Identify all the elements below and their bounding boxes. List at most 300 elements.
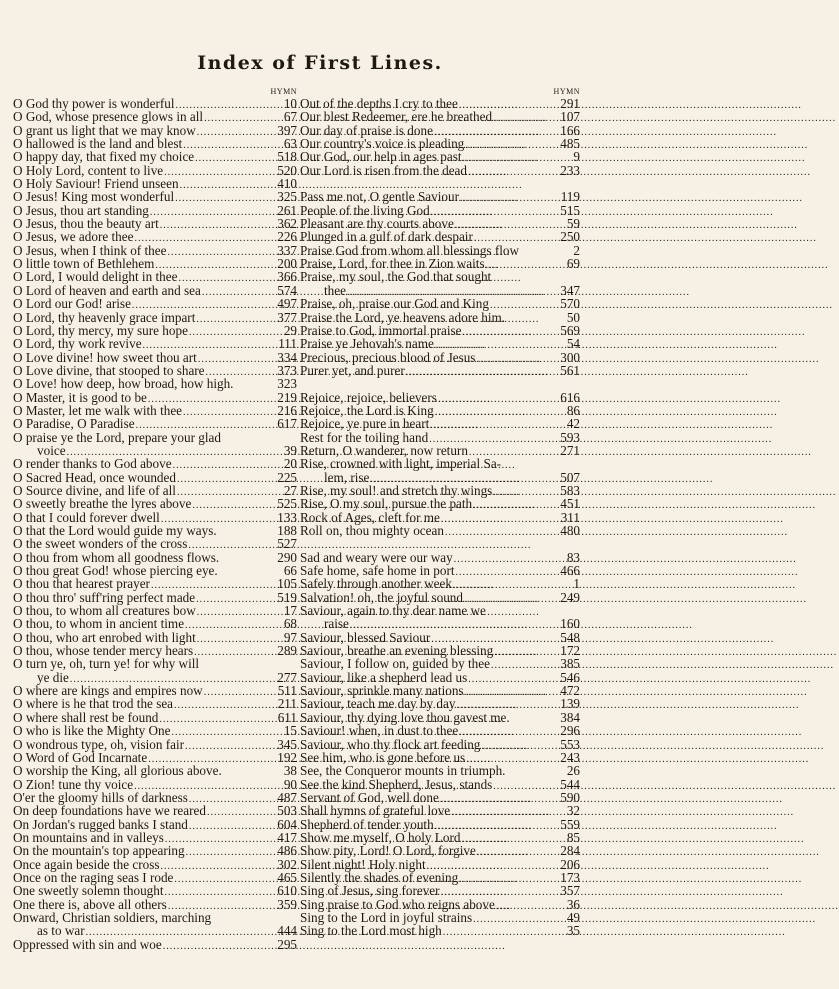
index-entry: [13, 150, 297, 163]
hymn-number: 465: [277, 869, 297, 885]
index-entry: [300, 244, 580, 257]
index-entry: [13, 871, 297, 884]
hymn-number: 54: [566, 336, 580, 352]
hymn-number: 85: [566, 829, 580, 845]
index-entry: [13, 858, 297, 871]
first-line-text: O sweetly breathe the lyres above: [13, 496, 192, 512]
first-line-text: Onward, Christian soldiers, marching: [13, 909, 212, 925]
dot-leader: [163, 938, 272, 953]
index-entry: [13, 818, 297, 831]
hymn-number: 503: [277, 803, 297, 819]
hymn-number: 444: [277, 923, 297, 939]
index-entry: [300, 858, 580, 871]
hymn-number: 200: [277, 256, 297, 272]
index-entry: [13, 551, 297, 564]
hymn-number: 29: [283, 322, 297, 338]
first-line-text: Saviour, teach me day by day: [300, 696, 456, 712]
hymn-number: 486: [277, 843, 297, 859]
first-line-text: O Lord, thy work revive: [13, 336, 142, 352]
hymn-number: 300: [560, 349, 580, 365]
index-entry: [13, 524, 297, 537]
first-line-text: Our blest Redeemer, ere he breathed: [300, 109, 493, 125]
index-entry: [13, 217, 297, 230]
first-line-text: Praise God from whom all blessings flow: [300, 242, 520, 258]
hymn-number: 385: [560, 656, 580, 672]
hymn-number: 2: [573, 242, 580, 258]
dot-leader: [406, 364, 555, 379]
index-entry: [13, 457, 297, 470]
first-line-text: On mountains and in valleys: [13, 829, 164, 845]
index-entry: [300, 764, 580, 777]
first-line-text: Our day of praise is done: [300, 122, 433, 138]
hymn-number: 27: [283, 482, 297, 498]
hymn-number: 271: [560, 442, 580, 458]
hymn-number: 139: [560, 696, 580, 712]
hymn-number: 9: [573, 149, 580, 165]
index-entry: [300, 164, 580, 177]
first-line-text: Sing praise to God who reigns above: [300, 896, 495, 912]
hymn-number: 225: [277, 469, 297, 485]
index-entry: [13, 297, 297, 310]
index-entry: [13, 657, 297, 670]
index-entry: [300, 404, 580, 417]
index-entry: [300, 457, 580, 470]
first-line-text: On Jordan's rugged banks I stand: [13, 816, 188, 832]
hymn-number: 611: [277, 709, 297, 725]
index-entry: [300, 97, 580, 110]
first-line-text: Praise the Lord, ye heavens adore him.: [300, 309, 506, 325]
index-entry: [300, 577, 580, 590]
first-line-text: O Love divine! how sweet thou art: [13, 349, 197, 365]
hymn-number: 410: [277, 176, 297, 192]
first-line-text: O Jesus, thou the beauty art: [13, 216, 159, 232]
index-entry: [300, 671, 580, 684]
hymn-number: 347: [560, 282, 580, 298]
first-line-text: O wondrous type, oh, vision fair: [13, 736, 185, 752]
index-entry: [13, 257, 297, 270]
hymn-number: 69: [566, 256, 580, 272]
hymn-number: 226: [277, 229, 297, 245]
first-line-text: Our country's voice is pleading: [300, 136, 465, 152]
hymn-number: 520: [277, 162, 297, 178]
first-line-text: Pleasant are thy courts above: [300, 216, 454, 232]
index-entry: [13, 631, 297, 644]
hymn-number: 160: [560, 616, 580, 632]
hymn-number: 211: [277, 696, 297, 712]
first-line-text: Rock of Ages, cleft for me: [300, 509, 440, 525]
first-line-text: O grant us light that we may know: [13, 122, 196, 138]
first-line-text: Shepherd of tender youth: [300, 816, 434, 832]
first-line-text: See, the Conqueror mounts in triumph.: [300, 763, 506, 779]
index-entry: [300, 551, 580, 564]
index-entry: [300, 324, 580, 337]
index-entry: [300, 311, 580, 324]
first-line-text: One sweetly solemn thought: [13, 883, 164, 899]
first-line-text: Praise ye Jehovah's name: [300, 336, 434, 352]
hymn-number: 1: [573, 576, 580, 592]
hymn-number: 250: [560, 229, 580, 245]
hymn-number: 507: [560, 469, 580, 485]
index-entry: [300, 804, 580, 817]
index-entry: [300, 137, 580, 150]
hymn-number: 377: [277, 309, 297, 325]
index-entry: [300, 337, 580, 350]
dot-leader: [445, 524, 555, 539]
first-line-text: O Lord, thy mercy, my sure hope: [13, 322, 188, 338]
first-line-text: O Holy Lord, content to live: [13, 162, 164, 178]
hymn-number: 111: [278, 336, 297, 352]
first-line-text: Show me myself, O holy Lord: [300, 829, 461, 845]
index-entry: [13, 764, 297, 777]
index-entry: [300, 911, 580, 924]
index-entry: [13, 431, 297, 444]
index-entry: [300, 591, 580, 604]
first-line-text: O thou great God! whose piercing eye.: [13, 563, 218, 579]
left-entry-list: [13, 97, 297, 951]
hymn-number: 480: [560, 523, 580, 538]
first-line-text: Saviour, breathe an evening blessing: [300, 643, 494, 659]
index-entry: [300, 417, 580, 430]
hymn-number: 20: [283, 456, 297, 472]
index-entry: [300, 270, 580, 283]
first-line-text: Praise, my soul, the God that sought: [300, 269, 492, 285]
index-entry: [13, 671, 297, 684]
index-entry: [13, 324, 297, 337]
first-line-text: Rest for the toiling hand: [300, 429, 429, 445]
hymn-number: 39: [283, 442, 297, 458]
first-line-text: O'er the gloomy hills of darkness: [13, 789, 188, 805]
hymn-number: 243: [560, 749, 580, 765]
first-line-text: Once again beside the cross: [13, 856, 160, 872]
hymn-number: 323: [277, 376, 297, 392]
index-entry: [13, 244, 297, 257]
first-line-text: thee: [324, 282, 346, 298]
index-entry: [13, 911, 297, 924]
first-line-text: O Source divine, and life of all: [13, 482, 176, 498]
index-entry: [300, 884, 580, 897]
hymn-number: 559: [560, 816, 580, 832]
first-line-text: Praise, oh, praise our God and King: [300, 296, 489, 312]
index-entry: [13, 417, 297, 430]
index-entry: [300, 230, 580, 243]
first-line-text: O worship the King, all glorious above.: [13, 763, 222, 779]
index-entry: [300, 257, 580, 270]
first-line-text: O that the Lord would guide my ways.: [13, 523, 217, 538]
first-line-text: Saviour, blessed Saviour: [300, 629, 431, 645]
index-entry: [13, 751, 297, 764]
hymn-number: 291: [560, 96, 580, 111]
dot-leader: [443, 924, 555, 939]
index-entry: [13, 577, 297, 590]
index-entry: [13, 471, 297, 484]
first-line-text: O hallowed is the land and blest: [13, 136, 183, 152]
hymn-number: 36: [566, 896, 580, 912]
index-entry: [300, 844, 580, 857]
index-entry: [300, 351, 580, 364]
first-line-text: O where is he that trod the sea: [13, 696, 174, 712]
hymn-number: 373: [277, 362, 297, 378]
first-line-text: O where are kings and empires now: [13, 683, 203, 699]
hymn-number: 472: [560, 683, 580, 699]
first-line-text: O Jesus, we adore thee: [13, 229, 134, 245]
hymn-number: 610: [277, 883, 297, 899]
hymn-number: 616: [560, 389, 580, 405]
hymn-number: 417: [277, 829, 297, 845]
first-line-text: O Paradise, O Paradise: [13, 416, 135, 432]
index-entry: [300, 511, 580, 524]
first-line-text: O thou, who art enrobed with light: [13, 629, 196, 645]
index-entry: [300, 697, 580, 710]
index-entry: [13, 711, 297, 724]
index-entry: [13, 404, 297, 417]
hymn-number: 544: [560, 776, 580, 792]
index-entry: [300, 471, 580, 484]
hymn-number: 366: [277, 269, 297, 285]
first-line-text: O thou from whom all goodness flows.: [13, 549, 220, 565]
index-entry: [300, 818, 580, 831]
hymn-number: 216: [277, 402, 297, 418]
index-entry: [13, 364, 297, 377]
first-line-text: Rejoice, the Lord is King: [300, 402, 434, 418]
first-line-text: Plunged in a gulf of dark despair: [300, 229, 473, 245]
first-line-text: Sing to the Lord in joyful strains: [300, 909, 473, 925]
first-line-text: voice: [37, 442, 66, 458]
hymn-number: 617: [277, 416, 297, 432]
first-line-text: O Love divine, that stooped to share: [13, 362, 205, 378]
index-entry: [13, 938, 297, 951]
index-entry: [13, 537, 297, 550]
hymn-number: 511: [277, 683, 297, 699]
first-line-text: On deep foundations have we reared: [13, 803, 206, 819]
index-column-right: [300, 86, 580, 938]
hymn-number: 49: [566, 909, 580, 925]
hymn-number: 574: [277, 282, 297, 298]
first-line-text: Saviour, who thy flock art feeding: [300, 736, 481, 752]
first-line-text: Servant of God, well done: [300, 789, 439, 805]
first-line-text: O render thanks to God above: [13, 456, 172, 472]
index-entry: [13, 778, 297, 791]
index-entry: [300, 190, 580, 203]
index-entry: [300, 284, 580, 297]
page-title: Index of First Lines.: [197, 52, 443, 74]
index-entry: [300, 711, 580, 724]
first-line-text: O Sacred Head, once wounded: [13, 469, 176, 485]
first-line-text: O happy day, that fixed my choice: [13, 149, 195, 165]
index-entry: [13, 898, 297, 911]
hymn-number: 497: [277, 296, 297, 312]
index-entry: [300, 724, 580, 737]
hymn-number: 15: [283, 723, 297, 739]
hymn-number: 119: [560, 189, 580, 205]
index-entry: [13, 204, 297, 217]
first-line-text: O thou, whose tender mercy hears: [13, 643, 194, 659]
index-entry: [300, 778, 580, 791]
index-entry: [13, 110, 297, 123]
hymn-number: 83: [566, 549, 580, 565]
index-entry: [300, 617, 580, 630]
first-line-text: Saviour, thy dying love thou gavest me.: [300, 709, 510, 725]
index-entry: [13, 831, 297, 844]
first-line-text: Pass me not, O gentle Saviour: [300, 189, 459, 205]
first-line-text: O Jesus, thou art standing: [13, 202, 149, 218]
index-column-left: [13, 86, 297, 951]
hymn-number: 359: [277, 896, 297, 912]
hymn-number: 233: [560, 162, 580, 178]
first-line-text: O Jesus! King most wonderful: [13, 189, 175, 205]
index-entry: [300, 631, 580, 644]
index-entry: [300, 391, 580, 404]
index-entry: [300, 924, 580, 937]
index-entry: [300, 110, 580, 123]
index-entry: [300, 831, 580, 844]
first-line-text: Roll on, thou mighty ocean: [300, 523, 444, 538]
hymn-number: 357: [560, 883, 580, 899]
hymn-number: 59: [566, 216, 580, 232]
index-entry: [300, 484, 580, 497]
first-line-text: Praise to God, immortal praise: [300, 322, 462, 338]
hymn-number: 188: [277, 523, 297, 538]
hymn-number: 107: [560, 109, 580, 125]
hymn-number: 311: [560, 509, 580, 525]
hymn-number: 593: [560, 429, 580, 445]
hymn-number: 515: [560, 202, 580, 218]
hymn-number: 289: [277, 643, 297, 659]
hymn-number: 166: [560, 122, 580, 138]
hymn-number: 553: [560, 736, 580, 752]
first-line-text: O Zion! tune thy voice: [13, 776, 134, 792]
index-entry: [13, 351, 297, 364]
hymn-number: 66: [283, 563, 297, 579]
hymn-number: 97: [283, 629, 297, 645]
hymn-number: 50: [566, 309, 580, 325]
hymn-number: 569: [560, 322, 580, 338]
index-entry: [300, 684, 580, 697]
first-line-text: Saviour, sprinkle many nations: [300, 683, 464, 699]
index-entry: [300, 791, 580, 804]
hymn-number: 133: [277, 509, 297, 525]
index-entry: [300, 297, 580, 310]
index-entry: [300, 364, 580, 377]
first-line-text: On the mountain's top appearing: [13, 843, 185, 859]
index-entry: [300, 871, 580, 884]
first-line-text: Sad and weary were our way: [300, 549, 453, 565]
right-entry-list: [300, 97, 580, 938]
first-line-text: Rejoice, rejoice, believers: [300, 389, 437, 405]
first-line-text: Oppressed with sin and woe: [13, 936, 162, 952]
first-line-text: Saviour! when, in dust to thee: [300, 723, 459, 739]
hymn-number: 590: [560, 789, 580, 805]
hymn-number: 295: [277, 936, 297, 952]
hymn-number: 86: [566, 402, 580, 418]
first-line-text: See the kind Shepherd, Jesus, stands: [300, 776, 493, 792]
index-entry: [300, 898, 580, 911]
first-line-text: O Lord our God! arise: [13, 296, 131, 312]
hymn-number: 277: [277, 669, 297, 685]
index-entry: [13, 791, 297, 804]
first-line-text: People of the living God: [300, 202, 430, 218]
hymn-number: 261: [277, 202, 297, 218]
hymn-number: 604: [277, 816, 297, 832]
index-entry: [300, 524, 580, 537]
index-entry: [300, 604, 580, 617]
hymn-number: 546: [560, 669, 580, 685]
first-line-text: Shall hymns of grateful love: [300, 803, 451, 819]
index-entry: [13, 724, 297, 737]
hymn-number: 466: [560, 563, 580, 579]
first-line-text: O Love! how deep, how broad, how high.: [13, 376, 234, 392]
hymn-number: 570: [560, 296, 580, 312]
hymn-number: 519: [277, 589, 297, 605]
index-entry: [300, 644, 580, 657]
hymn-number: 345: [277, 736, 297, 752]
first-line-text: Rise, crowned with light, imperial Sa-: [300, 456, 502, 472]
index-entry: [13, 164, 297, 177]
first-line-text: Saviour, like a shepherd lead us: [300, 669, 468, 685]
first-line-text: O Jesus, when I think of thee: [13, 242, 167, 258]
index-entry: [13, 884, 297, 897]
hymn-number: 518: [277, 149, 297, 165]
index-entry: [13, 230, 297, 243]
group-spacer: [300, 537, 580, 550]
first-line-text: Safe home, safe home in port: [300, 563, 455, 579]
hymn-number: 206: [560, 856, 580, 872]
index-entry: [300, 657, 580, 670]
hymn-number: 302: [277, 856, 297, 872]
index-entry: [13, 617, 297, 630]
first-line-text: Sing to the Lord most high: [300, 923, 442, 939]
first-line-text: O little town of Bethlehem: [13, 256, 155, 272]
hymn-number: 249: [560, 589, 580, 605]
index-entry: [13, 604, 297, 617]
index-entry: [13, 697, 297, 710]
first-line-text: O Word of God Incarnate: [13, 749, 148, 765]
hymn-number: 67: [283, 109, 297, 125]
first-line-text: O the sweet wonders of the cross: [13, 536, 188, 552]
hymn-number: 487: [277, 789, 297, 805]
hymn-number: 334: [277, 349, 297, 365]
hymn-number: 384: [560, 709, 580, 725]
index-entry: [13, 511, 297, 524]
index-entry: [300, 150, 580, 163]
hymn-number: 90: [283, 776, 297, 792]
first-line-text: lem, rise: [324, 469, 370, 485]
index-entry: [13, 124, 297, 137]
index-entry: [13, 738, 297, 751]
first-line-text: O Master, it is good to be: [13, 389, 147, 405]
hymn-column-label: HYMN: [553, 87, 580, 96]
hymn-number: 527: [277, 536, 297, 552]
hymn-number: 10: [283, 96, 297, 111]
hymn-number: 173: [560, 869, 580, 885]
first-line-text: Praise, Lord, for thee in Zion waits: [300, 256, 485, 272]
hymn-number: 337: [277, 242, 297, 258]
first-line-text: O God, whose presence glows in all: [13, 109, 204, 125]
hymn-number: 397: [277, 122, 297, 138]
hymn-number: 362: [277, 216, 297, 232]
first-line-text: Saviour, again to thy dear name we: [300, 603, 486, 619]
first-line-text: Safely through another week: [300, 576, 452, 592]
hymn-number: 525: [277, 496, 297, 512]
first-line-text: Show pity, Lord! O Lord, forgive: [300, 843, 476, 859]
hymn-number: 17: [283, 603, 297, 619]
index-entry: [13, 444, 297, 457]
hymn-number: 105: [277, 576, 297, 592]
hymn-number: 296: [560, 723, 580, 739]
first-line-text: Once on the raging seas I rode: [13, 869, 174, 885]
index-entry: [300, 124, 580, 137]
index-entry: [300, 204, 580, 217]
first-line-text: O Lord, I would delight in thee: [13, 269, 178, 285]
